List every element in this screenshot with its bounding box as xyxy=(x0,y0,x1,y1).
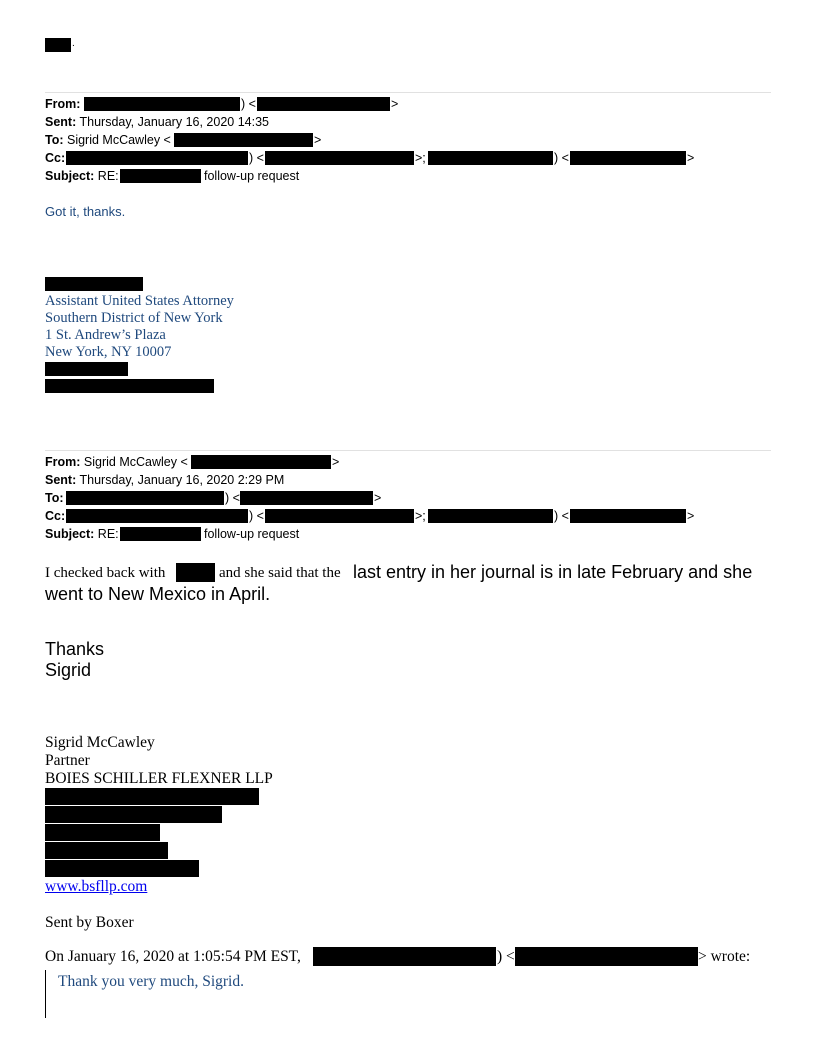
redaction-sig2-line2 xyxy=(45,806,222,823)
cc-mid3: ) < xyxy=(554,151,569,165)
subject-suffix: follow-up request xyxy=(204,169,300,183)
redaction-cc-email1 xyxy=(265,151,414,165)
to-label: To: xyxy=(45,133,64,147)
quote-mid: ) < xyxy=(497,948,515,965)
subject-prefix: RE: xyxy=(94,169,119,183)
redaction-body-name xyxy=(176,563,215,582)
closing-thanks: Thanks xyxy=(45,639,105,659)
redaction-to-email xyxy=(174,133,313,147)
redaction-email2-cc-name1 xyxy=(66,509,248,523)
cc-mid1: ) < xyxy=(249,509,264,523)
email2-from-row xyxy=(45,455,188,469)
body-part-c: last entry in her journal is in late February and she xyxy=(353,562,753,582)
sent-by-boxer: Sent by Boxer xyxy=(45,914,134,931)
body-part-d: went to New Mexico in April. xyxy=(45,584,271,604)
redaction-email2-subject xyxy=(120,527,201,541)
subject-prefix: RE: xyxy=(94,527,119,541)
redaction-from-name xyxy=(84,97,240,111)
email1-body: Got it, thanks. xyxy=(45,204,126,219)
redaction-email2-cc-email2 xyxy=(570,509,686,523)
sent-label: Sent: xyxy=(45,473,77,487)
cc-label: Cc: xyxy=(45,509,66,523)
email2-to-row xyxy=(45,491,64,505)
redaction-sig-name xyxy=(45,277,143,291)
email1-to-row xyxy=(45,133,171,147)
redaction-sig-email xyxy=(45,379,214,393)
quote-end: > wrote: xyxy=(698,948,751,965)
sig-title: Assistant United States Attorney xyxy=(45,293,234,309)
from-label: From: xyxy=(45,455,81,469)
sig-address2: New York, NY 10007 xyxy=(45,344,172,360)
redaction-from-email xyxy=(257,97,390,111)
subject-label: Subject: xyxy=(45,169,95,183)
sig2-name: Sigrid McCawley xyxy=(45,734,155,751)
sig2-title: Partner xyxy=(45,752,90,769)
email1-from-row xyxy=(45,97,80,111)
cc-end: > xyxy=(687,509,695,523)
from-end: > xyxy=(332,455,340,469)
email1-subject-row xyxy=(45,169,119,183)
redaction-email2-to-email xyxy=(240,491,373,505)
redaction-cc-name2 xyxy=(428,151,553,165)
redaction-cc-name1 xyxy=(66,151,248,165)
sig-office: Southern District of New York xyxy=(45,310,223,326)
sig-address1: 1 St. Andrew’s Plaza xyxy=(45,327,166,343)
redaction-sig2-line1 xyxy=(45,788,259,805)
redaction-email2-to-name xyxy=(66,491,224,505)
redaction-cc-email2 xyxy=(570,151,686,165)
sent-value: Thursday, January 16, 2020 2:29 PM xyxy=(76,473,285,487)
email1-sent-row xyxy=(45,115,269,129)
separator-2 xyxy=(45,450,771,451)
sent-label: Sent: xyxy=(45,115,77,129)
to-end: > xyxy=(374,491,382,505)
from-mid: ) < xyxy=(241,97,256,111)
quote-bar xyxy=(45,970,46,1018)
email2-sent-row xyxy=(45,473,284,487)
cc-mid2: >; xyxy=(415,509,426,523)
email2-cc-row xyxy=(45,509,65,523)
to-mid: ) < xyxy=(225,491,240,505)
subject-suffix: follow-up request xyxy=(204,527,300,541)
redaction-sig2-line4 xyxy=(45,842,168,859)
sig2-firm: BOIES SCHILLER FLEXNER LLP xyxy=(45,770,273,787)
separator-1 xyxy=(45,92,771,93)
from-end: > xyxy=(391,97,399,111)
cc-label: Cc: xyxy=(45,151,66,165)
cc-mid3: ) < xyxy=(554,509,569,523)
redaction-email2-from xyxy=(191,455,331,469)
cc-end: > xyxy=(687,151,695,165)
closing-name: Sigrid xyxy=(45,660,92,680)
to-value: Sigrid McCawley < xyxy=(63,133,171,147)
redaction-sig2-line3 xyxy=(45,824,160,841)
redaction-quote-email xyxy=(515,947,698,966)
cc-mid1: ) < xyxy=(249,151,264,165)
redaction-sig-phone xyxy=(45,362,128,376)
to-end: > xyxy=(314,133,322,147)
top-marker: . xyxy=(72,38,75,49)
quote-intro: On January 16, 2020 at 1:05:54 PM EST, xyxy=(45,948,301,965)
to-label: To: xyxy=(45,491,64,505)
cc-mid2: >; xyxy=(415,151,426,165)
from-label: From: xyxy=(45,97,81,111)
redaction-quote-name xyxy=(313,947,496,966)
body-part-a: I checked back with xyxy=(45,565,166,581)
sig2-website-link[interactable]: www.bsfllp.com xyxy=(45,878,148,895)
redaction-sig2-line5 xyxy=(45,860,199,877)
email1-cc-row xyxy=(45,151,65,165)
body-part-b: and she said that the xyxy=(219,565,341,581)
sent-value: Thursday, January 16, 2020 14:35 xyxy=(76,115,269,129)
email2-subject-row xyxy=(45,527,119,541)
subject-label: Subject: xyxy=(45,527,95,541)
redaction-top xyxy=(45,38,71,52)
redaction-subject xyxy=(120,169,201,183)
redaction-email2-cc-email1 xyxy=(265,509,414,523)
from-value: Sigrid McCawley < xyxy=(80,455,188,469)
redaction-email2-cc-name2 xyxy=(428,509,553,523)
quote-text: Thank you very much, Sigrid. xyxy=(58,973,244,990)
